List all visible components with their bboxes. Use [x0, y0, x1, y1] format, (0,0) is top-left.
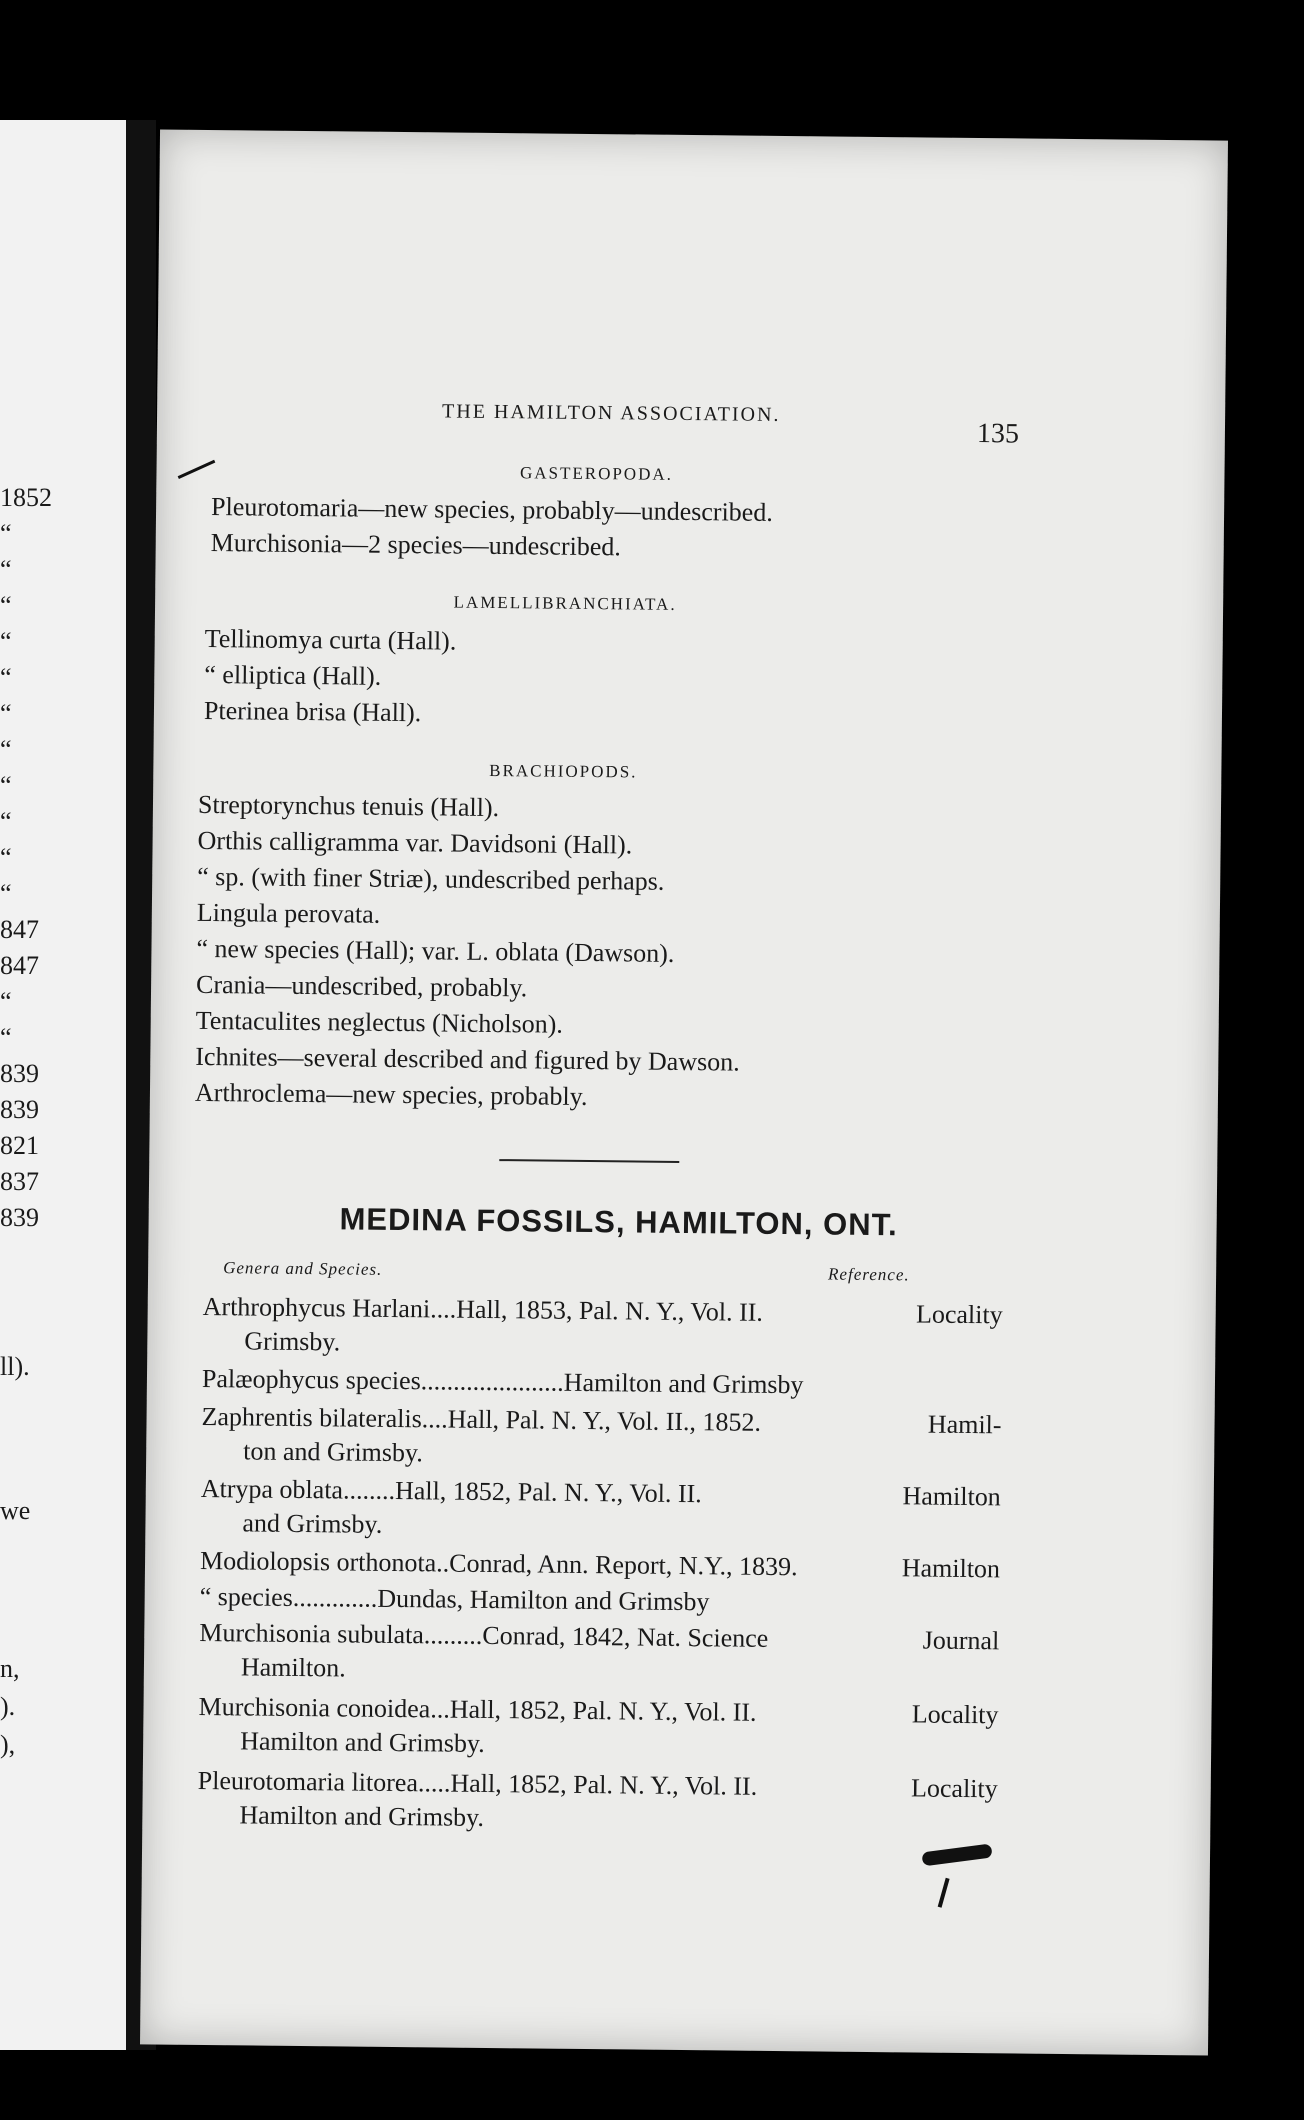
margin-number: “ — [0, 843, 12, 872]
list-item: “ new species (Hall); var. L. oblata (Dawson). — [196, 933, 675, 968]
list-item: “ elliptica (Hall). — [204, 659, 382, 691]
entry-continuation: and Grimsby. — [242, 1508, 383, 1539]
entry-end: Hamil- — [927, 1409, 1002, 1440]
margin-number: 847 — [0, 951, 39, 980]
entry-end: Locality — [910, 1773, 998, 1804]
entry-continuation: Grimsby. — [244, 1326, 341, 1357]
margin-number: 837 — [0, 1167, 39, 1196]
margin-number: 839 — [0, 1059, 39, 1088]
entry-text: Arthrophycus Harlani....Hall, 1853, Pal. N. Y., Vol. II. — [202, 1291, 764, 1327]
ink-stroke-mark — [938, 1878, 950, 1908]
entry-continuation: Hamilton and Grimsby. — [240, 1726, 485, 1758]
column-header-reference: Reference. — [828, 1264, 910, 1285]
entry-text: Atrypa oblata........Hall, 1852, Pal. N. Y., Vol. II. — [200, 1473, 702, 1509]
margin-number: 1852 — [0, 483, 52, 512]
entry-text: Pleurotomaria litorea.....Hall, 1852, Pal. N. Y., Vol. II. — [197, 1765, 758, 1801]
table-row — [199, 1616, 1000, 1692]
entry-end: Hamilton — [902, 1481, 1001, 1512]
facing-page-margin-numbers — [0, 480, 80, 1236]
entry-text: Modiolopsis orthonota..Conrad, Ann. Report, N.Y., 1839. — [199, 1545, 798, 1582]
table-row — [200, 1472, 1001, 1548]
entry-text: Murchisonia conoidea...Hall, 1852, Pal. N. Y., Vol. II. — [198, 1691, 757, 1727]
list-item: Tentaculites neglectus (Nicholson). — [195, 1005, 563, 1039]
margin-number: “ — [0, 735, 12, 764]
list-item: Pterinea brisa (Hall). — [203, 695, 422, 728]
entry-end: Locality — [915, 1299, 1003, 1330]
margin-number: “ — [0, 771, 12, 800]
table-row — [201, 1400, 1002, 1476]
table-row — [197, 1764, 998, 1840]
margin-number: “ — [0, 591, 12, 620]
margin-number: 839 — [0, 1203, 39, 1232]
column-header-genera: Genera and Species. — [223, 1258, 383, 1279]
margin-number: “ — [0, 555, 12, 584]
margin-fragment: ), — [0, 1730, 16, 1759]
entry-end: Hamilton — [901, 1553, 1001, 1584]
entry-continuation: Hamilton. — [240, 1652, 346, 1683]
table-row — [198, 1690, 999, 1766]
section-heading-brachiopods: BRACHIOPODS. — [489, 760, 638, 782]
entry-end: Journal — [922, 1625, 1000, 1656]
entry-text: Murchisonia subulata.........Conrad, 1842, Nat. Science — [199, 1617, 769, 1653]
list-item: Arthroclema—new species, probably. — [194, 1077, 588, 1111]
table-row — [200, 1544, 1000, 1586]
entry-end: Locality — [911, 1699, 999, 1730]
list-item: Murchisonia—2 species—undescribed. — [210, 528, 621, 562]
entry-text: Zaphrentis bilateralis....Hall, Pal. N. Y., Vol. II., 1852. — [201, 1401, 762, 1437]
section-heading-gasteropoda: GASTEROPODA. — [519, 463, 674, 484]
section-title-medina: MEDINA FOSSILS, HAMILTON, ONT. — [339, 1201, 898, 1243]
margin-fragment: n, — [0, 1654, 20, 1683]
entry-continuation: ton and Grimsby. — [243, 1436, 423, 1468]
table-row — [202, 1290, 1003, 1366]
list-item: Lingula perovata. — [196, 897, 381, 929]
section-heading-lamellibranchiata: LAMELLIBRANCHIATA. — [453, 592, 677, 614]
table-row — [202, 1362, 1002, 1404]
list-item: “ sp. (with finer Striæ), undescribed perhaps. — [197, 861, 665, 896]
margin-fragment: ). — [0, 1692, 16, 1721]
margin-number: “ — [0, 807, 12, 836]
table-row — [200, 1580, 1000, 1622]
list-item: Crania—undescribed, probably. — [195, 969, 528, 1003]
margin-number: “ — [0, 663, 12, 692]
margin-number: 839 — [0, 1095, 39, 1124]
list-item: Pleurotomaria—new species, probably—undescribed. — [210, 492, 773, 527]
margin-fragment: ll). — [0, 1352, 30, 1381]
margin-number: 847 — [0, 915, 39, 944]
entry-text: Palæophycus species......................Hamilton and Grimsby — [201, 1363, 804, 1400]
margin-number: “ — [0, 699, 12, 728]
margin-number: “ — [0, 879, 12, 908]
margin-number: “ — [0, 1023, 12, 1052]
running-title: THE HAMILTON ASSOCIATION. — [442, 400, 781, 426]
margin-number: “ — [0, 627, 12, 656]
margin-number: 821 — [0, 1131, 39, 1160]
entry-continuation: Hamilton and Grimsby. — [239, 1800, 485, 1832]
ink-blot-mark — [921, 1843, 992, 1866]
book-page — [140, 129, 1228, 2055]
margin-number: “ — [0, 987, 12, 1016]
list-item: Streptorynchus tenuis (Hall). — [197, 789, 500, 823]
page-number: 135 — [976, 418, 1020, 450]
ink-stroke-mark — [178, 460, 216, 479]
list-item: Tellinomya curta (Hall). — [204, 623, 457, 656]
margin-number: “ — [0, 519, 12, 548]
list-item: Ichnites—several described and figured by Dawson. — [195, 1041, 740, 1077]
entry-text: “ species.............Dundas, Hamilton and Grimsby — [199, 1581, 710, 1617]
section-divider — [499, 1159, 679, 1163]
list-item: Orthis calligramma var. Davidsoni (Hall). — [197, 825, 633, 860]
margin-fragment: we — [0, 1496, 31, 1525]
